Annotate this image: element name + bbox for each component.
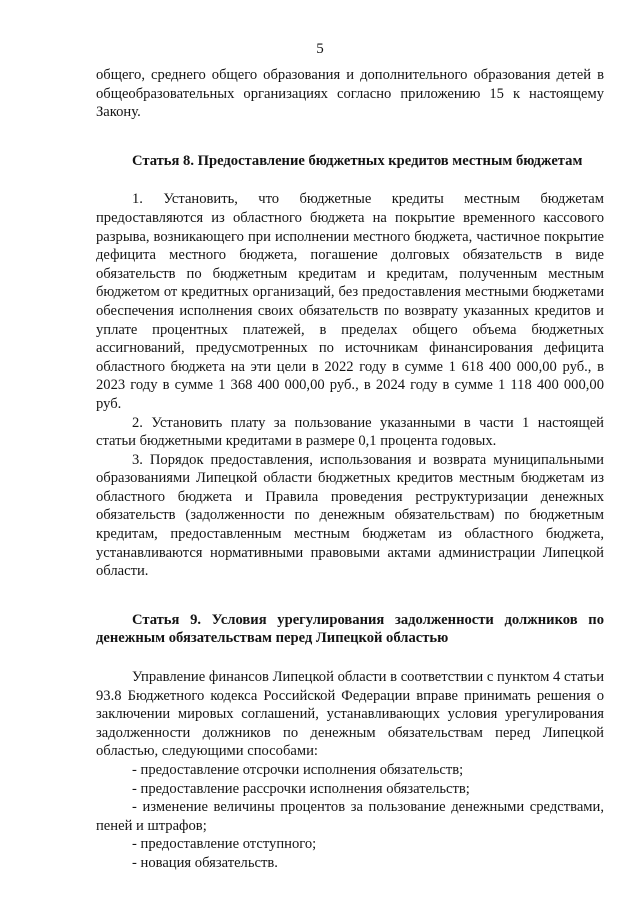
list-item: - предоставление отсрочки исполнения обязательств; — [132, 762, 464, 778]
article-8-part-3: 3. Порядок предоставления, использования и возврата муниципальными образованиями Липецкой области бюджетных кредитов местным бюджетам из областного бюджета и Правила проведения реструктуризации денежных обязательств (задолженности по денежным обязательствам) по бюджетным кредитам, предоставленным местным бюджетам из областного бюджета, устанавливаются нормативными правовыми актами администрации Липецкой области. — [96, 451, 604, 580]
article-9-intro: Управление финансов Липецкой области в соответствии с пунктом 4 статьи 93.8 Бюджетного кодекса Российской Федерации вправе принимать решения о заключении мировых соглашений, устанавливающих условия урегулирования задолженности должников по денежным обязательствам перед Липецкой областью, следующими способами: — [96, 669, 604, 760]
continuation-paragraph: общего, среднего общего образования и дополнительного образования детей в общеобразовательных организациях согласно приложению 15 к настоящему Закону. — [96, 67, 604, 121]
article-8-part-2: 2. Установить плату за пользование указанными в части 1 настоящей статьи бюджетными кредитами в размере 0,1 процента годовых. — [96, 414, 604, 450]
article-9-heading: Статья 9. Условия урегулирования задолженности должников по денежным обязательствам перед Липецкой областью — [96, 611, 604, 647]
list-item: - предоставление отступного; — [132, 836, 317, 853]
list-item: - предоставление рассрочки исполнения обязательств; — [132, 780, 470, 797]
list-item: - изменение величины процентов за пользование денежными средствами, пеней и штрафов; — [96, 799, 604, 834]
article-9-list — [96, 761, 604, 873]
article-8-part-1: 1. Установить, что бюджетные кредиты местным бюджетам предоставляются из областного бюджета на покрытие временного кассового разрыва, возникающего при исполнении местного бюджета, частичное покрытие дефицита местного бюджета, погашение долговых обязательств в виде обязательств по бюджетным кредитам и кредитам, полученным местным бюджетом от кредитных организаций, без предоставления местными бюджетами обеспечения исполнения своих обязательств по возврату указанных кредитов и уплате процентных платежей, в пределах общего объема бюджетных ассигнований, предусмотренных по источникам финансирования дефицита областного бюджета на эти цели в 2022 году в сумме 1 618 400 000,00 руб., в 2023 году в сумме 1 368 400 000,00 руб., в 2024 году в сумме 1 118 400 000,00 руб. — [96, 191, 604, 412]
list-item: - новация обязательств. — [132, 854, 278, 871]
page-number: 5 — [316, 41, 324, 57]
article-8-heading: Статья 8. Предоставление бюджетных кредитов местным бюджетам — [132, 152, 583, 169]
page-content — [96, 66, 604, 873]
